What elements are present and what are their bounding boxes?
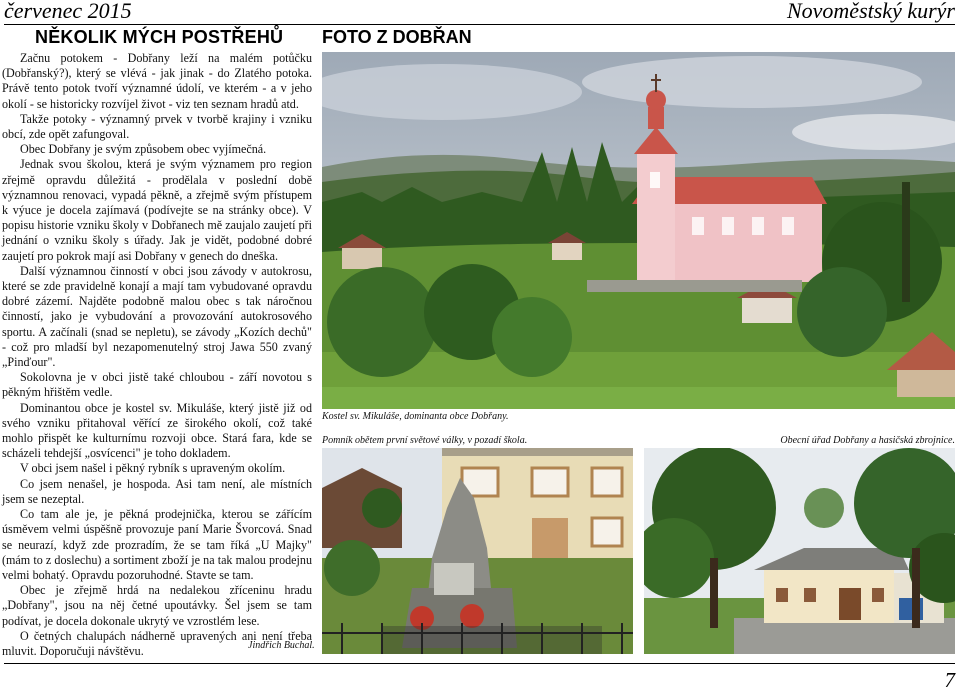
article-paragraph: Jednak svou školou, která je svým významem pro region zřejmě opravdu důležitá - prodělala v poslední době významnou renovaci, vypadá pěkně, a zřejmě svým přístupem k výuce je docela zajímavá (podívejte se na stránky obce). V popisu historie vzniku školy v Dobřanech mě zaujalo zaujetí při jednání o vzniku školy s úřady. Jak je vidět, podobné dobré zaujetí pro pokrok mají asi Dobřany v genech do dneška. <box>2 157 312 263</box>
article-paragraph: Dominantou obce je kostel sv. Mikuláše, který jistě již od svého vzniku přitahoval věřící ze širokého okolí, což také mohlo přispět ke kulturnímu rozvoji obce. Stará fara, kde se scházeli tehdejší „osvícenci" je toho dokladem. <box>2 400 312 461</box>
article-paragraph: Takže potoky - významný prvek v tvorbě krajiny i vzniku obcí, zde opět zafungoval. <box>2 111 312 142</box>
header-divider <box>4 24 955 25</box>
article-paragraph: V obci jsem našel i pěkný rybník s upraveným okolím. <box>20 461 286 476</box>
page-number: 7 <box>944 668 955 692</box>
article-paragraph: O četných chalupách nádherně upravených ani není třeba mluvit. Doporučuji návštěvu. <box>2 628 312 658</box>
town-hall-photo <box>644 448 955 654</box>
article-paragraph: Obec Dobřany je svým způsobem obec vyjímečná. <box>20 142 267 157</box>
article-paragraph: Další významnou činností v obci jsou závody v autokrosu, které se zde pravidelně konají a mají tam vybudované opravdu dobré zázemí. Najděte podobně malou obec s tak náročnou činností, jako je vybudování a provozování autokrosového sportu. A začínali (snad se nepletu), se závody „Kozích dechů" - což pro mladší byl nezapomenutelný stroj Jawa 550 zvaný „Pinďour". <box>2 263 312 370</box>
article-paragraph: Co jsem nenašel, je hospoda. Asi tam není, ale místních jsem se nezeptal. <box>2 476 312 506</box>
article-body <box>2 51 312 659</box>
article-paragraph: Sokolovna je v obci jistě také chloubou - září novotou s pěkným hřištěm vedle. <box>2 370 312 400</box>
publication-name: Novoměstský kurýr <box>786 0 955 23</box>
article-paragraph: Co tam ale je, je pěkná prodejnička, kterou se zářícím úsměvem velmi úspěšně provozuje paní Marie Švorcová. Snad se neurazí, když zde prozradím, že se tam říká „U Majky" (mám to z doslechu) a sortiment zboží je na tak malou prodejnu velmi bohatý. Opravdu pozoruhodné. Stavte se tam. <box>2 507 312 582</box>
article-paragraph: Začnu potokem - Dobřany leží na malém potůčku (Dobřanský?), který se vlévá - jak jinak - do Zlatého potoka. Právě tento potok tvoří významné údolí, ve kterém - a v jeho okolí - se historicky rozvíjel život - viz ten seznam hradů atd. <box>2 51 312 111</box>
main-photo-caption: Kostel sv. Mikuláše, dominanta obce Dobřany. <box>322 411 509 422</box>
article-author: Jindřich Buchal. <box>248 640 315 651</box>
article-title: NĚKOLIK MÝCH POSTŘEHŮ <box>35 27 284 47</box>
footer-divider <box>4 663 955 664</box>
memorial-photo-caption: Pomník obětem první světové války, v pozadí škola. <box>322 435 528 446</box>
memorial-photo <box>322 448 633 654</box>
article-paragraph: Obec je zřejmě hrdá na nedalekou zříceninu hradu „Dobřany", jsou na něj četné upoutávky. Šel jsem se tam podívat, je docela dokonale ukrytý ve vzrostlém lese. <box>2 583 312 628</box>
church-photo <box>322 52 955 409</box>
town-hall-photo-caption: Obecní úřad Dobřany a hasičská zbrojnice. <box>780 435 955 446</box>
photo-section-title: FOTO Z DOBŘAN <box>322 27 472 47</box>
issue-date: červenec 2015 <box>4 0 132 23</box>
